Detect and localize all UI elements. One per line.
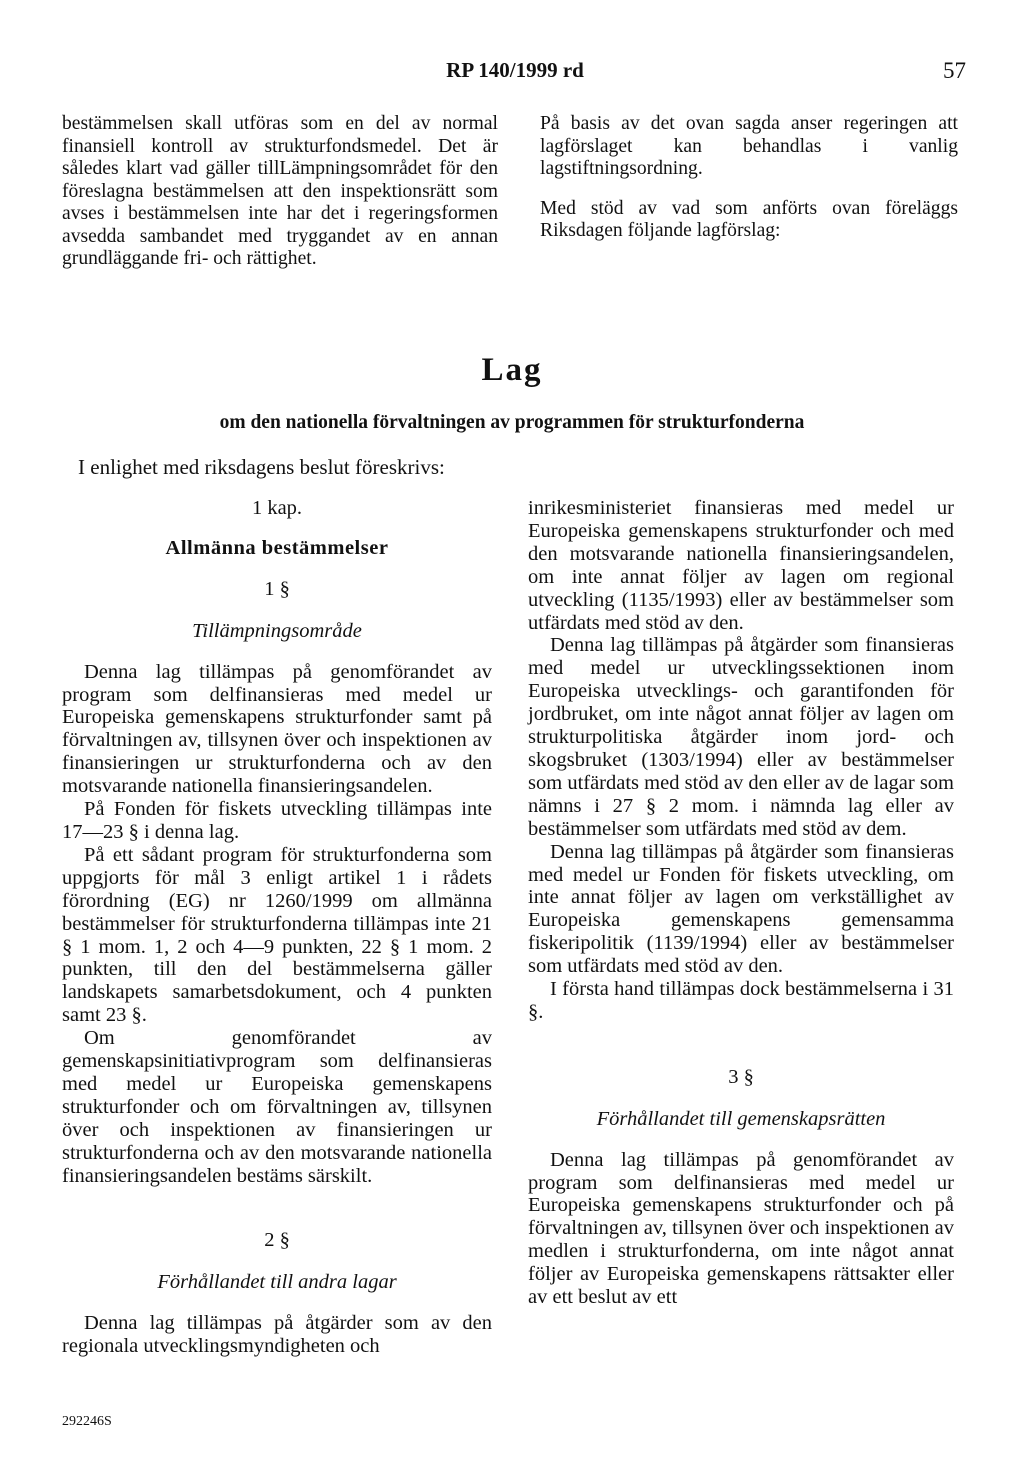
- document-reference: RP 140/1999 rd: [446, 58, 584, 82]
- section-2-paragraph: I första hand tillämpas dock bestämmelserna i 31 §.: [528, 978, 954, 1023]
- section-1-paragraph: Om genomförandet av gemenskapsinitiativprogram som delfinansieras med medel ur Europeiska gemenskapens strukturfonder och om förvaltningen av, tillsynen över och inspektionen av finansieringen ur strukturfonderna och av den motsvarande nationella finansieringsandelen bestäms särskilt.: [62, 1027, 492, 1187]
- section-1-paragraph: På Fonden för fiskets utveckling tillämpas inte 17—23 § i denna lag.: [62, 798, 492, 843]
- print-code: 292246S: [62, 1414, 112, 1429]
- section-3-paragraph: Denna lag tillämpas på genomförandet av program som delfinansieras med medel ur Europeiska gemenskapens strukturfonder och på förvaltningen av, tillsynen över och inspektionen av medlen i strukturfonderna, om inte något annat följer av Europeiska gemenskapens rättsakter eller av ett beslut av ett: [528, 1148, 954, 1309]
- proposal-paragraph: Med stöd av vad som anförts ovan föreläggs Riksdagen följande lagförslag:: [540, 197, 958, 241]
- continuation-paragraph: bestämmelsen skall utföras som en del av normal finansiell kontroll av strukturfondsmedel. Det är således klart vad gäller tillLämpningsområdet för den föreslagna bestämmelsen att den inspektionsrätt som avses i bestämmelsen inte har det i regeringsformen avsedda sambandet med tryggandet av en annan grundläggande fri- och rättighet.: [62, 113, 498, 269]
- section-2-title: Förhållandet till andra lagar: [157, 1271, 397, 1294]
- section-2-paragraph-start: Denna lag tillämpas på åtgärder som av den regionala utvecklingsmyndigheten och: [62, 1312, 492, 1358]
- section-1-mark: 1 §: [264, 577, 290, 600]
- section-1-paragraph: På ett sådant program för strukturfonderna som uppgjorts för mål 3 enligt artikel 1 i rådets förordning (EG) nr 1260/1999 om allmänna bestämmelser för strukturfonderna tillämpas inte 21 § 1 mom. 1, 2 och 4—9 punkten, 22 § 1 mom. 2 punkten, till den del bestämmelserna gäller landskapets samarbetsdokument, och 4 punkten samt 23 §.: [62, 843, 492, 1027]
- section-3-title: Förhållandet till gemenskapsrätten: [596, 1107, 886, 1130]
- section-2-paragraph-continued: inrikesministeriet finansieras med medel ur Europeiska gemenskapens strukturfonder och med den motsvarande nationella finansieringsandelen, om inte annat följer av lagen om regional utveckling (1135/1993) eller av bestämmelser som utfärdats med stöd av den.: [528, 497, 954, 634]
- section-1-title: Tillämpningsområde: [192, 619, 362, 642]
- proposal-paragraph: På basis av det ovan sagda anser regeringen att lagförslaget kan behandlas i vanlig lagstiftningsordning.: [540, 113, 958, 179]
- page-number: 57: [943, 58, 966, 83]
- law-preamble: I enlighet med riksdagens beslut föreskrivs:: [78, 455, 445, 479]
- law-left-column: [62, 497, 492, 1358]
- section-2-paragraph: Denna lag tillämpas på åtgärder som finansieras med medel ur utvecklingssektionen inom Europeiska utvecklings- och garantifonden för jordbruket, om inte något annat följer av lagen om strukturpolitiska åtgärder inom jord- och skogsbruket (1303/1994) eller av bestämmelser som utfärdats med stöd av den eller av de lagar som nämns i 27 § 2 mom. i nämnda lag eller av bestämmelser som utfärdats med stöd av dem.: [528, 634, 954, 840]
- chapter-heading: 1 kap.: [251, 497, 303, 519]
- top-right-column: [540, 113, 958, 243]
- section-3-mark: 3 §: [728, 1065, 754, 1088]
- law-title: Lag: [481, 352, 543, 388]
- law-right-column: [528, 497, 954, 1309]
- section-2-mark: 2 §: [264, 1229, 290, 1252]
- page-header: [0, 58, 1024, 98]
- chapter-title: Allmänna bestämmelser: [165, 536, 389, 559]
- section-1-paragraph: Denna lag tillämpas på genomförandet av program som delfinansieras med medel ur Europeiska gemenskapens strukturfonder samt på förvaltningen av, tillsynen över och inspektionen av finansieringen ur strukturfonderna och av den motsvarande nationella finansieringsandelen.: [62, 660, 492, 798]
- top-left-column: [62, 113, 498, 271]
- law-subtitle: om den nationella förvaltningen av programmen för strukturfonderna: [219, 412, 805, 433]
- section-2-paragraph: Denna lag tillämpas på åtgärder som finansieras med medel ur Fonden för fiskets utveckling, om inte annat följer av lagen om verkställighet av Europeiska gemenskapens gemensamma fiskeripolitik (1139/1994) eller av bestämmelser som utfärdats med stöd av den.: [528, 840, 954, 978]
